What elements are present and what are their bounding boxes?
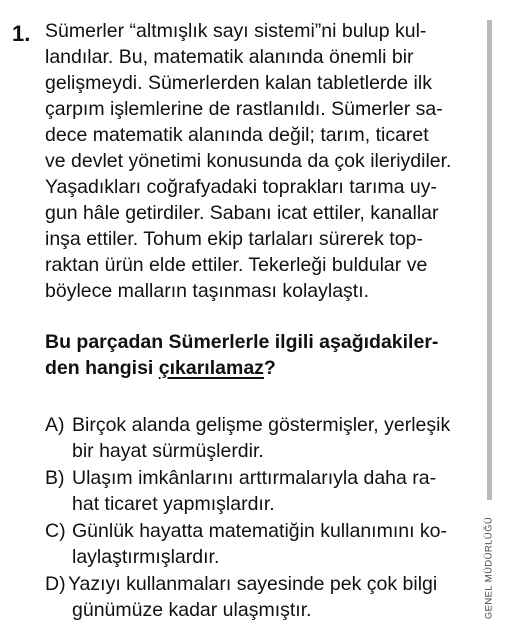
- passage-line: inşa ettiler. Tohum ekip tarlaları sürerek top-: [45, 228, 423, 250]
- option-letter: C): [45, 520, 66, 542]
- passage-line: ve devlet yönetimi konusunda da çok ileriydiler.: [45, 150, 452, 172]
- stem-line: Bu parçadan Sümerlerle ilgili aşağıdakiler-: [45, 331, 439, 353]
- passage-line: Sümerler “altmışlık sayı sistemi”ni bulup kul-: [45, 20, 427, 42]
- option-text: günümüze kadar ulaşmıştır.: [72, 599, 312, 621]
- stem-line: [45, 355, 276, 381]
- option-text: Yazıyı kullanmaları sayesinde pek çok bilgi: [68, 573, 438, 595]
- margin-bar: [487, 20, 492, 500]
- passage-line: dece matematik alanında değil; tarım, ticaret: [45, 124, 429, 146]
- option-letter: D): [45, 573, 66, 595]
- option-text: Birçok alanda gelişme göstermişler, yerleşik: [72, 414, 451, 436]
- side-label: GENEL MÜDÜRLÜĞÜ: [483, 516, 495, 620]
- stem-keyword: çıkarılamaz: [158, 357, 264, 379]
- option-letter: B): [45, 467, 65, 489]
- passage-line: landılar. Bu, matematik alanında önemli bir: [45, 46, 414, 68]
- option-letter: A): [45, 414, 65, 436]
- passage-line: çarpım işlemlerine de rastlanıldı. Sümerler sa-: [45, 98, 443, 120]
- stem-question-mark: ?: [263, 357, 276, 379]
- option-text: laylaştırmışlardır.: [72, 546, 220, 568]
- passage-line: böylece malların taşınması kolaylaştı.: [45, 280, 370, 302]
- passage-line: Yaşadıkları coğrafyadaki toprakları tarıma uy-: [45, 176, 437, 198]
- passage-line: raktan ürün elde ettiler. Tekerleği buldular ve: [45, 254, 428, 276]
- passage-line: gun hâle getirdiler. Sabanı icat ettiler, kanallar: [45, 202, 439, 224]
- option-text: hat ticaret yapmışlardır.: [72, 493, 275, 515]
- option-text: Ulaşım imkânlarını arttırmalarıyla daha ra-: [72, 467, 437, 489]
- option-text: bir hayat sürmüşlerdir.: [72, 440, 264, 462]
- option-text: Günlük hayatta matematiğin kullanımını ko-: [72, 520, 448, 542]
- stem-text: den hangisi: [45, 357, 159, 379]
- question-number: 1.: [12, 21, 31, 46]
- passage-line: gelişmeydi. Sümerlerden kalan tabletlerde ilk: [45, 72, 432, 94]
